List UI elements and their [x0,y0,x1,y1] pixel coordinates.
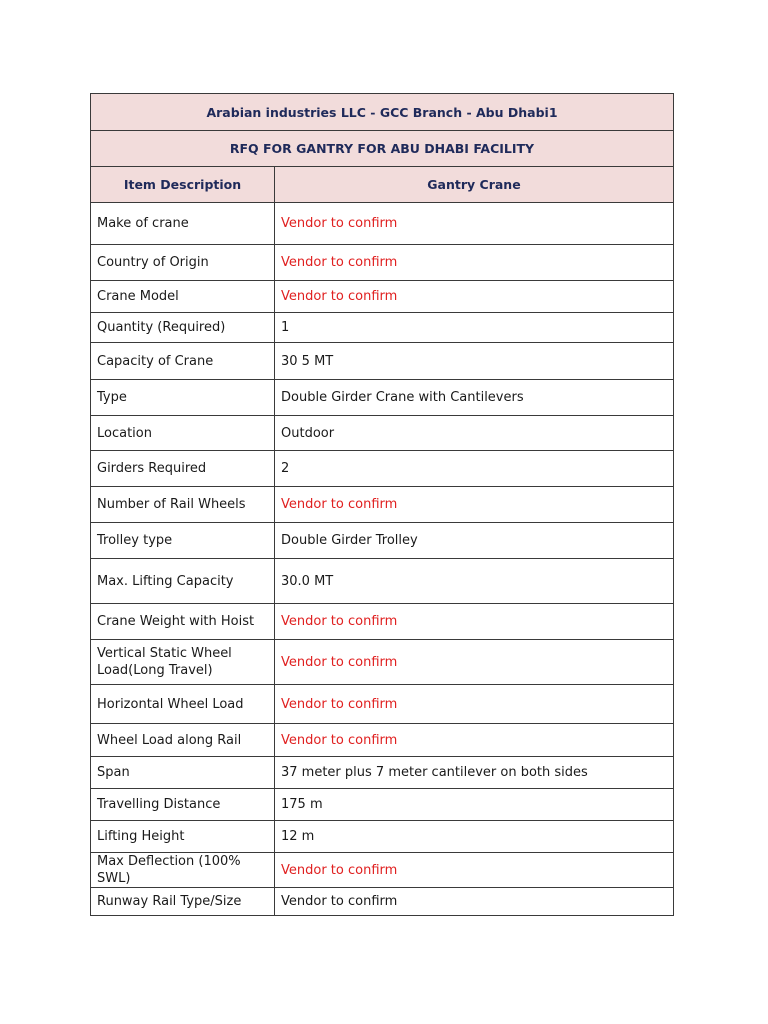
item-value-cell: Vendor to confirm [275,604,674,640]
item-value-cell: 30.0 MT [275,559,674,604]
item-value-cell: Vendor to confirm [275,281,674,313]
item-description-cell: Travelling Distance [91,789,275,821]
item-description-cell: Horizontal Wheel Load [91,685,275,724]
rfq-header-row [91,131,674,167]
column-header-value: Gantry Crane [275,167,674,203]
item-value-cell: Vendor to confirm [275,245,674,281]
item-description-cell: Make of crane [91,203,275,245]
item-value-cell: Vendor to confirm [275,487,674,523]
item-value-cell: 12 m [275,821,674,853]
table-row [91,724,674,757]
item-description-cell: Crane Model [91,281,275,313]
item-value-cell: Vendor to confirm [275,888,674,916]
item-description-cell: Girders Required [91,451,275,487]
company-title: Arabian industries LLC - GCC Branch - Abu Dhabi1 [91,94,674,131]
table-row [91,245,674,281]
item-value-cell: 2 [275,451,674,487]
item-description-cell: Wheel Load along Rail [91,724,275,757]
table-row [91,604,674,640]
table-row [91,853,674,888]
rfq-table [90,93,674,916]
table-row [91,313,674,343]
table-row [91,523,674,559]
column-header-row [91,167,674,203]
item-description-cell: Lifting Height [91,821,275,853]
item-value-cell: Vendor to confirm [275,203,674,245]
item-description-cell: Type [91,380,275,416]
table-row [91,821,674,853]
table-row [91,559,674,604]
table-row [91,757,674,789]
table-row [91,451,674,487]
table-row [91,789,674,821]
item-value-cell: 1 [275,313,674,343]
spec-rows [91,203,674,916]
item-value-cell: Double Girder Trolley [275,523,674,559]
item-description-cell: Country of Origin [91,245,275,281]
item-value-cell: 30 5 MT [275,343,674,380]
item-value-cell: Vendor to confirm [275,685,674,724]
item-description-cell: Crane Weight with Hoist [91,604,275,640]
item-description-cell: Max. Lifting Capacity [91,559,275,604]
item-description-cell: Quantity (Required) [91,313,275,343]
item-value-cell: Double Girder Crane with Cantilevers [275,380,674,416]
table-row [91,416,674,451]
item-value-cell: Vendor to confirm [275,724,674,757]
item-description-cell: Span [91,757,275,789]
table-row [91,380,674,416]
table-row [91,487,674,523]
item-description-cell: Vertical Static Wheel Load(Long Travel) [91,640,275,685]
table-row [91,640,674,685]
item-description-cell: Capacity of Crane [91,343,275,380]
item-description-cell: Number of Rail Wheels [91,487,275,523]
column-header-item: Item Description [91,167,275,203]
table-row [91,343,674,380]
table-row [91,888,674,916]
item-description-cell: Location [91,416,275,451]
rfq-title: RFQ FOR GANTRY FOR ABU DHABI FACILITY [91,131,674,167]
table-row [91,685,674,724]
item-description-cell: Runway Rail Type/Size [91,888,275,916]
table-row [91,281,674,313]
table-row [91,203,674,245]
item-value-cell: Vendor to confirm [275,640,674,685]
item-description-cell: Trolley type [91,523,275,559]
item-value-cell: Outdoor [275,416,674,451]
item-value-cell: Vendor to confirm [275,853,674,888]
company-header-row [91,94,674,131]
item-value-cell: 37 meter plus 7 meter cantilever on both sides [275,757,674,789]
item-description-cell: Max Deflection (100% SWL) [91,853,275,888]
item-value-cell: 175 m [275,789,674,821]
